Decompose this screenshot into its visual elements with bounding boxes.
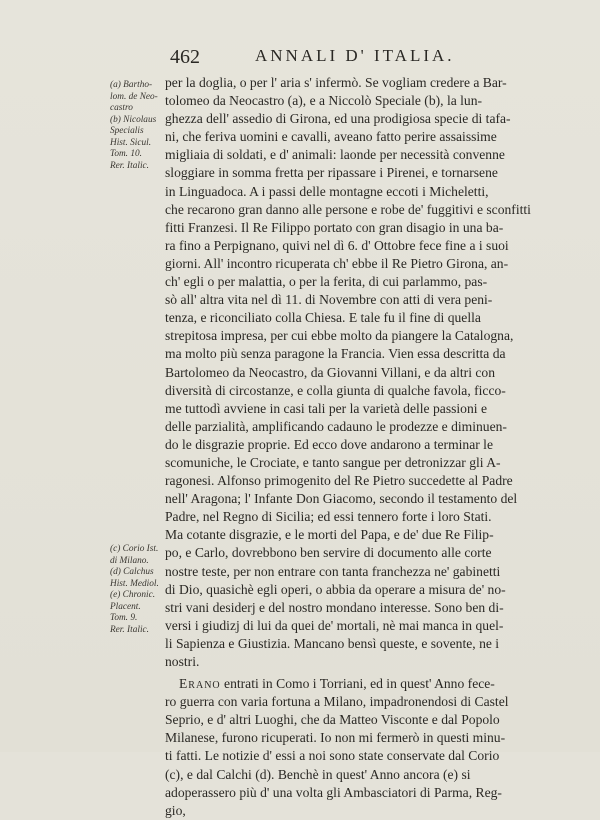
text-line: ma molto più senza paragone la Francia. Vien essa descritta da — [165, 346, 506, 362]
text-line: sò all' altra vita nel dì 11. di Novembre con atti di vera peni- — [165, 292, 493, 308]
main-text — [165, 74, 545, 820]
text-line: ra fino a Perpignano, quivi nel dì 6. d' Ottobre fece fine a i suoi — [165, 237, 509, 253]
text-line: migliaia di soldati, e d' animali: laonde per necessità convenne — [165, 147, 505, 163]
text-line: ni, che feriva uomini e cavalli, aveano fatto perire assaissime — [165, 129, 497, 145]
text-line: me tuttodì avviene in casi tali per la varietà delle passioni e — [165, 400, 487, 416]
margin-note-line: Hist. Mediol. — [110, 578, 159, 589]
text-line: Milanese, furono ricuperati. Io non mi fermerò in questi minu- — [165, 730, 506, 746]
margin-note-line: Rer. Italic. — [110, 160, 149, 171]
margin-note-line: di Milano. — [110, 555, 149, 566]
text-line: nell' Aragona; l' Infante Don Giacomo, secondo il testamento del — [165, 491, 518, 507]
text-line: Ma cotante disgrazie, e le morti del Papa, e de' due Re Filip- — [165, 527, 494, 543]
margin-note-line: lom. de Neo- — [110, 91, 158, 102]
margin-note-line: (b) Nicolaus — [110, 114, 157, 125]
text-line: stri vani desiderj e del nostro mondano interesse. Sono ben di- — [165, 599, 504, 615]
text-line: diversità di circostanze, e colla giunta di qualche favola, ficco- — [165, 382, 506, 398]
text-line: ghezza dell' assedio di Girona, ed una prodigiosa specie di tafa- — [165, 111, 511, 127]
text-line: (c), e dal Calchi (d). Benchè in quest' Anno ancora (e) si — [165, 766, 471, 782]
text-line: nostre teste, per non entrare con tanta franchezza ne' gabinetti — [165, 563, 501, 579]
text-line-rest: entrati in Como i Torriani, ed in quest' Anno fece- — [220, 676, 495, 692]
text-line: giorni. All' incontro ricuperata ch' ebbe il Re Pietro Girona, an- — [165, 255, 509, 271]
text-line: adoperassero più d' una volta gli Ambasciatori di Parma, Reg- — [165, 784, 502, 800]
margin-note-line: castro — [110, 103, 133, 113]
page-header — [0, 42, 600, 72]
margin-note-line: (c) Corio Ist. — [110, 544, 159, 554]
text-line: che recarono gran danno alle persone e robe de' fuggitivi e sconfitti — [165, 201, 531, 217]
text-line: delle parzialità, amplificando cadauno le prodezze e diminuen- — [165, 418, 507, 434]
text-line: ti fatti. Le notizie d' essi a noi sono state conservate dal Corio — [165, 748, 500, 764]
text-line: versi i giudizj di lui da quei de' mortali, nè mai manca in quel- — [165, 617, 504, 633]
text-line: tenza, e riconciliato colla Chiesa. E tale fu il fine di quella — [165, 310, 481, 326]
margin-note-line: Rer. Italic. — [110, 624, 149, 635]
margin-note-line: (d) Calchus — [110, 567, 154, 577]
text-line: ro guerra con varia fortuna a Milano, impadronendosi di Castel — [165, 694, 509, 710]
margin-note-line: Tom. 9. — [110, 613, 138, 623]
text-line: in Linguadoca. A i passi delle montagne eccoti i Micheletti, — [165, 183, 489, 199]
running-title: ANNALI D' ITALIA. — [255, 46, 455, 65]
text-line: do le disgrazie proprie. Ed ecco dove andarono a terminar le — [165, 436, 493, 452]
text-line: ch' egli o per malattia, o per la ferita, di cui parlammo, pas- — [165, 274, 488, 290]
text-line: fitti Franzesi. Il Re Filippo portato con gran disagio in una ba- — [165, 219, 504, 235]
margin-note-line: (e) Chronic. — [110, 590, 156, 600]
paragraph-lead-word: Erano — [179, 676, 221, 692]
text-line: nostri. — [165, 654, 200, 669]
margin-note-line: Specialis — [110, 126, 144, 136]
paragraph-1 — [165, 74, 545, 671]
text-line: Padre, nel Regno di Sicilia; ed essi tennero forte i loro Stati. — [165, 509, 492, 525]
text-line: Seprio, e d' altri Luoghi, che da Matteo Visconte e dal Popolo — [165, 712, 500, 728]
text-line: tolomeo da Neocastro (a), e a Niccolò Speciale (b), la lun- — [165, 93, 483, 109]
text-line: Bartolomeo da Neocastro, da Giovanni Villani, e da altri con — [165, 364, 495, 380]
text-line: ragonesi. Alfonso primogenito del Re Pietro succedette al Padre — [165, 473, 513, 489]
page-number: 462 — [170, 46, 200, 68]
text-line — [165, 675, 545, 693]
text-line: po, e Carlo, dovrebbono ben servire di documento alle corte — [165, 545, 492, 561]
text-line: li Sapienza e Giustizia. Mancano bensì queste, e sovente, ne i — [165, 635, 500, 651]
text-line: strepitosa impresa, per cui ebbe molto da piangere la Catalogna, — [165, 328, 514, 344]
paragraph-2 — [165, 675, 545, 820]
margin-notes-top — [110, 80, 168, 172]
margin-note-line: (a) Bartho- — [110, 80, 153, 90]
text-line: sloggiare in somma fretta per ripassare i Pirenei, e tornarsene — [165, 165, 498, 181]
margin-note-line: Hist. Sicul. — [110, 137, 152, 148]
text-line: per la doglia, o per l' aria s' infermò. Se vogliam credere a Bar- — [165, 75, 507, 90]
margin-notes-bottom — [110, 544, 168, 636]
margin-note-line: Placent. — [110, 601, 141, 612]
text-line: scomuniche, le Crociate, e tanto sangue per detronizzar gli A- — [165, 454, 501, 470]
text-line: gio, — [165, 802, 186, 818]
text-line: di Dio, quasichè egli operi, o abbia da operare a misura de' no- — [165, 581, 506, 597]
margin-note-line: Tom. 10. — [110, 149, 142, 159]
